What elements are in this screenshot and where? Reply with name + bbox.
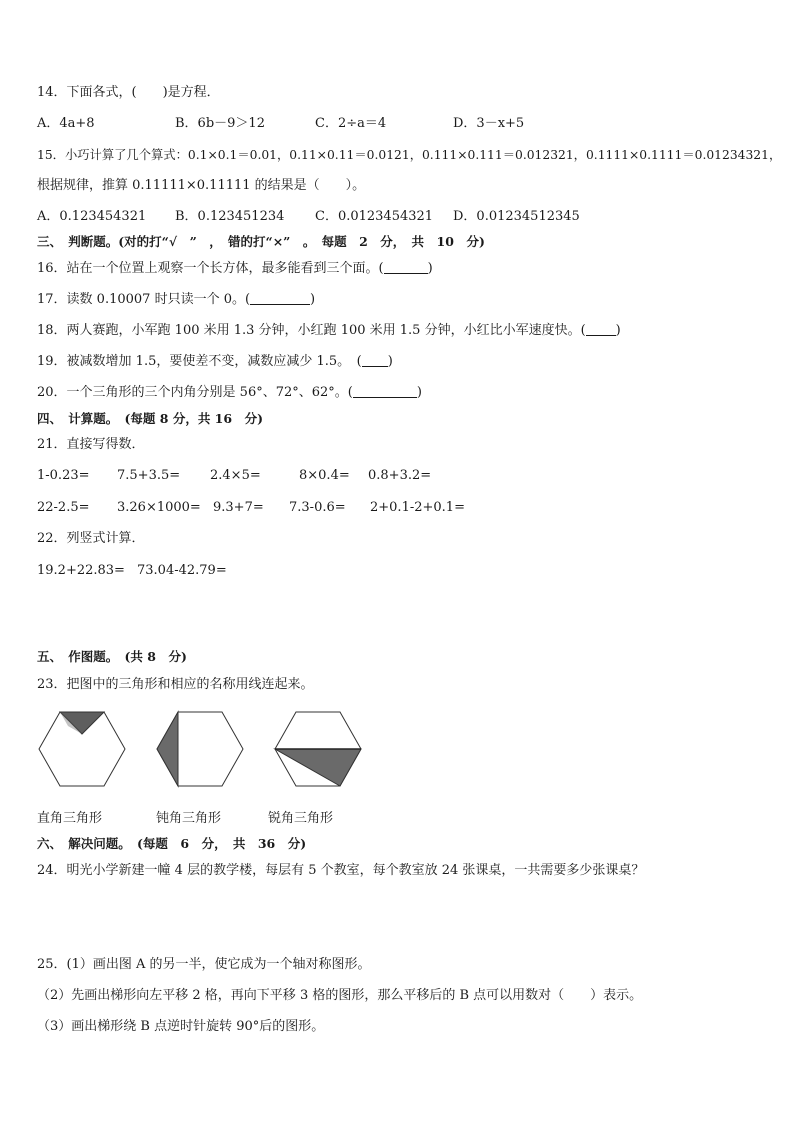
q15-option-a: A．0.123454321 (37, 209, 147, 224)
q15-option-d: D．0.01234512345 (453, 209, 580, 224)
hexagon-figure-2 (156, 711, 244, 787)
q18 (37, 323, 621, 339)
q16-answer-blank[interactable] (384, 261, 428, 274)
q19-answer-blank[interactable] (362, 354, 388, 367)
q14-option-c: C．2÷a＝4 (315, 116, 387, 131)
q19-close: ) (387, 354, 393, 369)
q18-text: 18．两人赛跑，小军跑 100 米用 1.3 分钟，小红跑 100 米用 1.5 分钟，小红比小军速度快。( (37, 323, 586, 338)
q21-r2-c2: 3.26×1000= (117, 500, 201, 515)
q22-item-1: 19.2+22.83= (37, 563, 125, 578)
q21-r1-c1: 1-0.23= (37, 468, 90, 483)
label-acute-triangle[interactable]: 锐角三角形 (268, 811, 334, 826)
q17-text: 17．读数 0.10007 时只读一个 0。( (37, 292, 251, 307)
q21-r1-c2: 7.5+3.5= (117, 468, 181, 483)
q20 (37, 385, 422, 401)
q24-text: 24．明光小学新建一幢 4 层的教学楼，每层有 5 个教室，每个教室放 24 张课桌，一共需要多少张课桌？ (37, 863, 645, 878)
q14-option-b: B．6b－9＞12 (175, 116, 265, 131)
hexagon-figure-1 (38, 711, 126, 787)
q20-text: 20．一个三角形的三个内角分别是 56°、72°、62°。( (37, 385, 353, 400)
q25-part-3: （3）画出梯形绕 B 点逆时针旋转 90°后的图形。 (37, 1019, 325, 1034)
q17-close: ) (310, 292, 316, 307)
q17 (37, 292, 315, 308)
q25-part-1: 25．(1）画出图 A 的另一半，使它成为一个轴对称图形。 (37, 957, 371, 972)
q21-r2-c4: 7.3-0.6= (289, 500, 346, 515)
obtuse-triangle-shape[interactable] (157, 712, 178, 786)
label-right-triangle[interactable]: 直角三角形 (37, 811, 103, 826)
q21-title: 21．直接写得数． (37, 437, 145, 452)
q14-option-a: A．4a+8 (37, 116, 95, 131)
q14-option-d: D．3－x+5 (453, 116, 525, 131)
q15-option-c: C．0.0123454321 (315, 209, 434, 224)
q16 (37, 261, 433, 277)
q21-r1-c3: 2.4×5= (210, 468, 261, 483)
q18-close: ) (615, 323, 621, 338)
q21-r2-c5: 2+0.1-2+0.1= (370, 500, 465, 515)
q17-answer-blank[interactable] (250, 292, 310, 305)
q21-r1-c4: 8×0.4= (299, 468, 350, 483)
q15-stem-2: 根据规律，推算 0.11111×0.11111 的结果是（ ）。 (37, 178, 366, 193)
q20-answer-blank[interactable] (353, 385, 417, 398)
section-3-heading: 三、 判断题。(对的打“√ ” ， 错的打“×” 。 每题 2 分， 共 10 分) (37, 234, 485, 249)
hexagon-figure-3 (274, 711, 362, 787)
q16-close: ) (427, 261, 433, 276)
q21-r1-c5: 0.8+3.2= (368, 468, 432, 483)
q14-stem: 14．下面各式，( )是方程． (37, 85, 220, 100)
q21-r2-c3: 9.3+7= (213, 500, 264, 515)
q19 (37, 354, 393, 370)
label-obtuse-triangle[interactable]: 钝角三角形 (156, 811, 222, 826)
q20-close: ) (416, 385, 422, 400)
q15-stem: 15．小巧计算了几个算式：0.1×0.1＝0.01，0.11×0.11＝0.0121，0.111×0.111＝0.012321，0.1111×0.1111＝0.01234321， (37, 148, 782, 162)
q15-option-b: B．0.123451234 (175, 209, 285, 224)
section-6-heading: 六、 解决问题。 (每题 6 分， 共 36 分) (37, 836, 307, 851)
q25-part-2: （2）先画出梯形向左平移 2 格，再向下平移 3 格的图形，那么平移后的 B 点可以用数对（ ）表示。 (37, 988, 643, 1003)
q21-r2-c1: 22-2.5= (37, 500, 90, 515)
q23-text: 23．把图中的三角形和相应的名称用线连起来。 (37, 677, 314, 692)
section-4-heading: 四、 计算题。 (每题 8 分，共 16 分) (37, 411, 263, 426)
q22-item-2: 73.04-42.79= (137, 563, 227, 578)
section-5-heading: 五、 作图题。 (共 8 分) (37, 649, 187, 664)
q22-title: 22．列竖式计算． (37, 531, 145, 546)
q16-text: 16．站在一个位置上观察一个长方体，最多能看到三个面。( (37, 261, 384, 276)
q19-text: 19．被减数增加 1.5，要使差不变，减数应减少 1.5。 ( (37, 354, 362, 369)
q18-answer-blank[interactable] (586, 323, 616, 336)
